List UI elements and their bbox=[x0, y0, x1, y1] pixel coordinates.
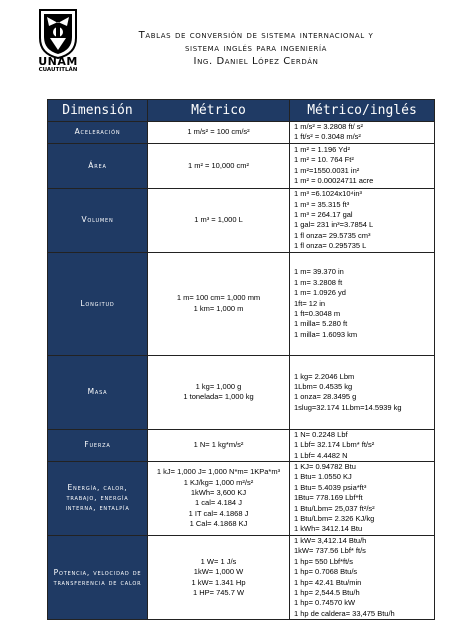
conversion-line: 1 hp de caldera= 33,475 Btu/h bbox=[294, 608, 395, 618]
conversion-line: 1kWh= 3,600 KJ bbox=[190, 488, 247, 498]
logo-caption bbox=[36, 56, 80, 74]
table-row bbox=[48, 355, 435, 429]
conversion-line: 1 kg= 1,000 g bbox=[195, 381, 242, 391]
conversion-line: 1 IT cal= 4.1868 J bbox=[188, 508, 249, 518]
title-line-3: Ing. Daniel López Cerdán bbox=[193, 56, 319, 67]
conversion-line: 1ft= 12 in bbox=[294, 298, 326, 308]
conversion-line: 1 hp= 0.74570 kW bbox=[294, 598, 356, 608]
conversion-line: 1 N= 1 kg*m/s² bbox=[193, 440, 244, 450]
dimension-cell: Área bbox=[48, 143, 148, 188]
conversion-line: 1 kg= 2.2046 Lbm bbox=[294, 371, 355, 381]
conversion-line: 1 m³ = 264.17 gal bbox=[294, 209, 353, 219]
imperial-cell bbox=[290, 462, 435, 536]
title-line-2: sistema inglés para ingeniería bbox=[184, 43, 328, 54]
conversion-table bbox=[47, 99, 435, 620]
conversion-line: 1 kWh= 3412.14 Btu bbox=[294, 524, 363, 534]
conversion-line: 1 m/s² = 3.2808 ft/ s² bbox=[294, 122, 363, 131]
header-imperial: Métrico/inglés bbox=[290, 100, 435, 122]
conversion-line: 1 kW= 1.341 Hp bbox=[191, 577, 246, 587]
conversion-line: 1 W= 1 J/s bbox=[200, 556, 237, 566]
conversion-line: 1 Btu/Lbm= 25,037 ft²/s² bbox=[294, 503, 375, 513]
conversion-line: 1kW= 737.56 Lbf* ft/s bbox=[294, 546, 366, 556]
imperial-cell bbox=[290, 535, 435, 619]
conversion-line: 1 m= 3.2808 ft bbox=[294, 277, 343, 287]
dimension-cell: Fuerza bbox=[48, 429, 148, 461]
conversion-line: 1 onza= 28.3495 g bbox=[294, 392, 357, 402]
conversion-line: 1 Btu/Lbm= 2.326 KJ/kg bbox=[294, 514, 375, 524]
imperial-cell bbox=[290, 122, 435, 144]
table-row bbox=[48, 252, 435, 355]
imperial-cell bbox=[290, 188, 435, 252]
metric-cell bbox=[148, 188, 290, 252]
conversion-line: 1 N= 0.2248 Lbf bbox=[294, 429, 348, 439]
conversion-line: 1 m² = 10,000 cm² bbox=[187, 160, 250, 170]
dimension-cell: Volumen bbox=[48, 188, 148, 252]
conversion-line: 1 fl onza= 0.295735 L bbox=[294, 241, 367, 251]
metric-cell bbox=[148, 535, 290, 619]
header-metric: Métrico bbox=[148, 100, 290, 122]
unam-shield-logo bbox=[36, 8, 80, 60]
page-title bbox=[96, 29, 416, 68]
title-line-1: Tablas de conversión de sistema internacional y bbox=[138, 30, 374, 41]
dimension-cell: Masa bbox=[48, 355, 148, 429]
metric-cell bbox=[148, 355, 290, 429]
conversion-line: 1slug=32.174 1Lbm=14.5939 kg bbox=[294, 402, 402, 412]
logo-campus-text: CUAUTITLÁN bbox=[38, 67, 78, 73]
table-body bbox=[48, 122, 435, 620]
conversion-line: 1 hp= 0.7068 Btu/s bbox=[294, 567, 358, 577]
conversion-line: 1 HP= 745.7 W bbox=[192, 587, 245, 597]
conversion-line: 1 KJ/kg= 1,000 m²/s² bbox=[183, 477, 254, 487]
conversion-line: 1 fl onza= 29.5735 cm³ bbox=[294, 230, 371, 240]
conversion-line: 1 m= 1.0926 yd bbox=[294, 288, 346, 298]
conversion-line: 1 m/s² = 100 cm/s² bbox=[187, 127, 250, 137]
conversion-line: 1 gal= 231 in³=3.7854 L bbox=[294, 220, 374, 230]
conversion-line: 1 m= 39.370 in bbox=[294, 267, 344, 277]
metric-cell bbox=[148, 252, 290, 355]
logo-unam-text: UNAM bbox=[38, 55, 78, 68]
metric-cell bbox=[148, 462, 290, 536]
table-row bbox=[48, 188, 435, 252]
dimension-cell: Energía, calor, trabajo, energía interna, entalpía bbox=[48, 462, 148, 536]
conversion-line: 1 Btu= 5.4039 psia*ft³ bbox=[294, 482, 367, 492]
metric-cell bbox=[148, 122, 290, 144]
imperial-cell bbox=[290, 355, 435, 429]
imperial-cell bbox=[290, 252, 435, 355]
table-row bbox=[48, 429, 435, 461]
conversion-line: 1 hp= 2,544.5 Btu/h bbox=[294, 587, 360, 597]
header-dimension: Dimensión bbox=[48, 100, 148, 122]
conversion-line: 1 Cal= 4.1868 KJ bbox=[189, 519, 248, 529]
table-row bbox=[48, 122, 435, 144]
conversion-line: 1 kJ= 1,000 J= 1,000 N*m= 1KPa*m³ bbox=[156, 467, 281, 477]
table-row bbox=[48, 143, 435, 188]
metric-cell bbox=[148, 143, 290, 188]
conversion-line: 1 m² = 1.196 Yd² bbox=[294, 145, 350, 154]
conversion-line: 1 Btu= 1.0550 KJ bbox=[294, 472, 352, 482]
table-header-row bbox=[48, 100, 435, 122]
conversion-line: 1Lbm= 0.4535 kg bbox=[294, 381, 353, 391]
conversion-line: 1 km= 1,000 m bbox=[193, 303, 244, 313]
conversion-line: 1 ft/s² = 0.3048 m/s² bbox=[294, 132, 361, 142]
conversion-line: 1 hp= 550 Lbf*ft/s bbox=[294, 556, 354, 566]
conversion-line: 1 kW= 3,412.14 Btu/h bbox=[294, 535, 367, 545]
conversion-line: 1 Lbf= 32.174 Lbm* ft/s² bbox=[294, 440, 375, 450]
conversion-line: 1Btu= 778.169 Lbf*ft bbox=[294, 493, 363, 503]
conversion-line: 1 tonelada= 1,000 kg bbox=[183, 392, 254, 402]
conversion-line: 1 milla= 1.6093 km bbox=[294, 329, 358, 339]
dimension-cell: Potencia, velocidad de transferencia de calor bbox=[48, 535, 148, 619]
conversion-line: 1 m= 100 cm= 1,000 mm bbox=[176, 293, 261, 303]
metric-cell bbox=[148, 429, 290, 461]
conversion-line: 1 m² = 10. 764 Ft² bbox=[294, 155, 354, 165]
dimension-cell: Longitud bbox=[48, 252, 148, 355]
conversion-line: 1 hp= 42.41 Btu/min bbox=[294, 577, 362, 587]
imperial-cell bbox=[290, 429, 435, 461]
conversion-line: 1kW= 1,000 W bbox=[193, 567, 244, 577]
imperial-cell bbox=[290, 143, 435, 188]
table-row bbox=[48, 462, 435, 536]
table-row bbox=[48, 535, 435, 619]
conversion-line: 1 m³ = 35.315 ft³ bbox=[294, 199, 350, 209]
conversion-line: 1 KJ= 0.94782 Btu bbox=[294, 462, 356, 472]
conversion-line: 1 m³ =6.1024x10⁴in³ bbox=[294, 189, 363, 199]
conversion-line: 1 ft=0.3048 m bbox=[294, 309, 341, 319]
dimension-cell: Aceleración bbox=[48, 122, 148, 144]
conversion-line: 1 m³ = 1,000 L bbox=[194, 215, 243, 225]
conversion-line: 1 cal= 4.184 J bbox=[195, 498, 242, 508]
conversion-line: 1 m²=1550.0031 in² bbox=[294, 165, 360, 175]
conversion-line: 1 m² = 0.00024711 acre bbox=[294, 176, 374, 186]
conversion-line: 1 milla= 5.280 ft bbox=[294, 319, 348, 329]
conversion-line: 1 Lbf= 4.4482 N bbox=[294, 450, 348, 460]
